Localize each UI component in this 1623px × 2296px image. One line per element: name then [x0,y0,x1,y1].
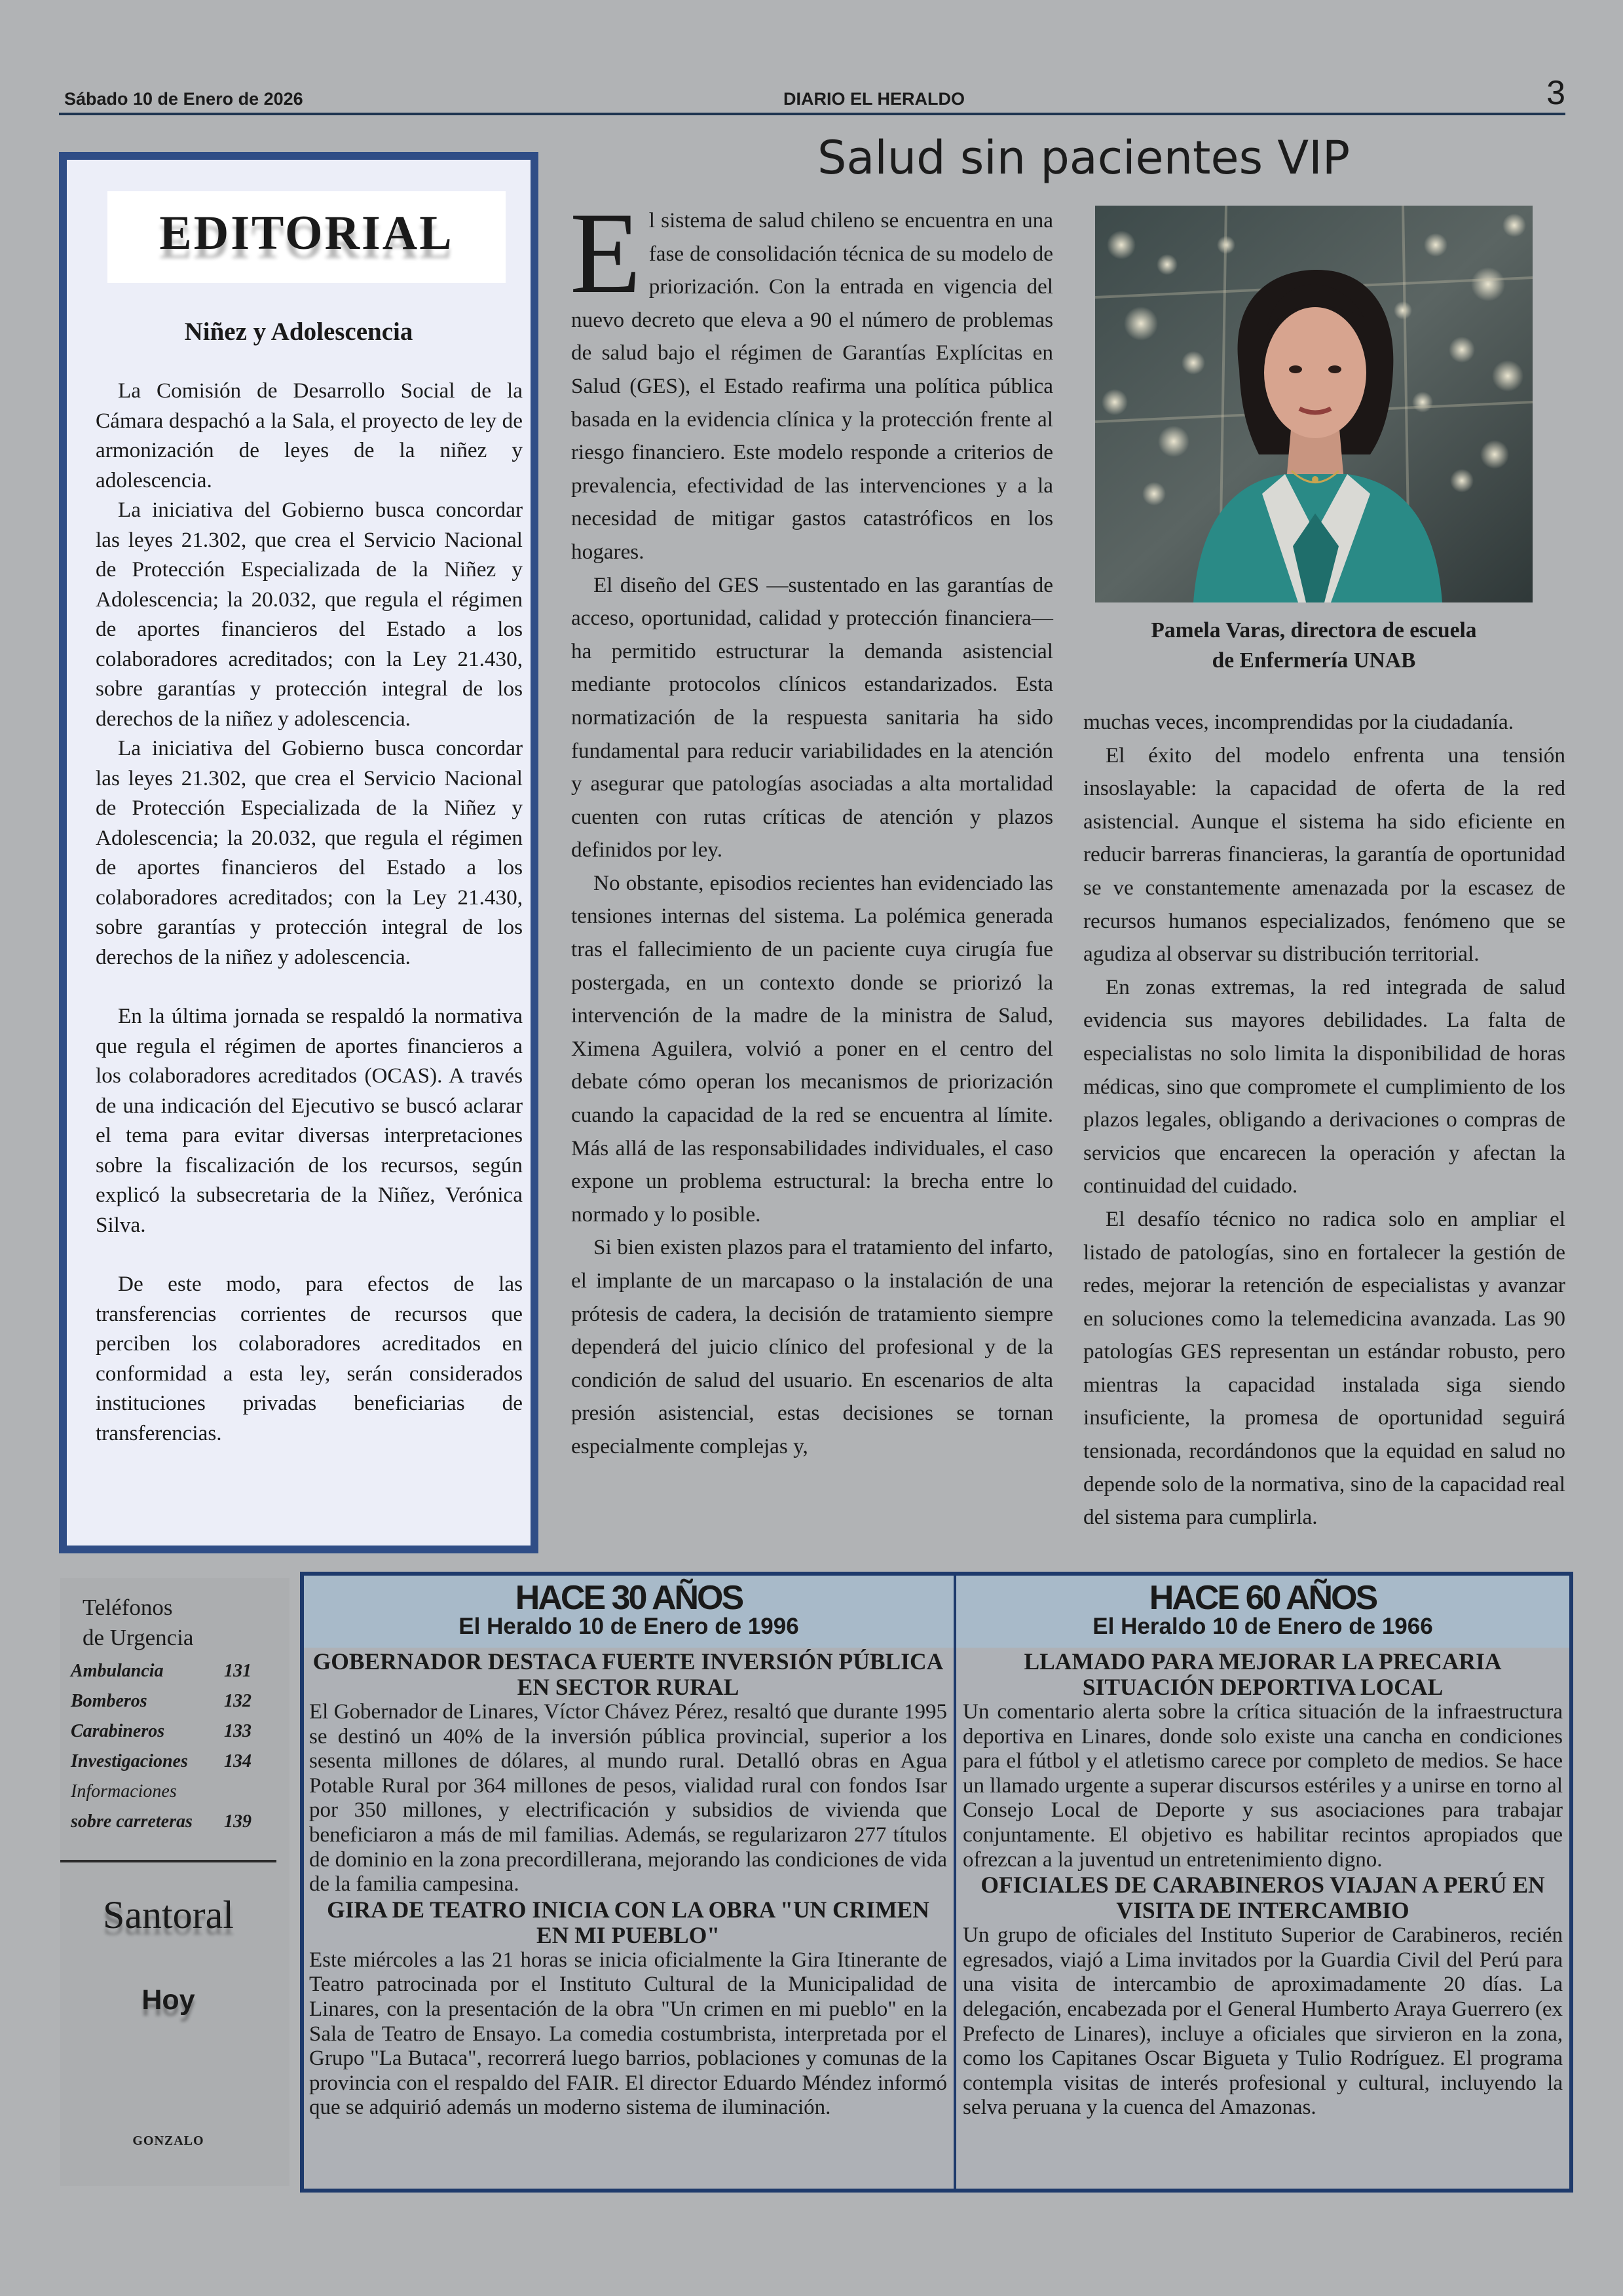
portrait-photo [1095,206,1533,602]
phone-label: Informaciones [71,1781,177,1802]
hace-60-title: HACE 60 AÑOS [1149,1579,1377,1617]
editorial-body [96,376,523,1448]
caption-line: Pamela Varas, directora de escuela [1151,618,1477,642]
hace-60-column [956,1576,1569,2120]
phone-number: 132 [224,1691,252,1711]
phone-label: sobre carreteras [71,1811,193,1832]
hace-60-date: El Heraldo 10 de Enero de 1966 [1092,1614,1433,1639]
editorial-paragraph: En la última jornada se respaldó la normativa que regula el régimen de aportes financieros a los colaboradores acreditados (OCAS). A través de una indicación del Ejecutivo se buscó aclarar el tema para evitar diversas interpretaciones sobre la fiscalización de los recursos, según explicó la subsecretaria de la Niñez, Verónica Silva. [96,1004,523,1237]
story-text: Un grupo de oficiales del Instituto Superior de Carabineros, recién egresados, viajó a Lima invitados por la Guardia Civil del Perú para una visita de intercambio de aproximadamente 20 días. La delegación, encabezada por el General Humberto Araya Guerrero (ex Prefecto de Linares), incluye a oficiales que sirvieron en la zona, como los Capitanes Oscar Bigueta y Tulio Rodríguez. El programa contempla visitas de interés profesional y cultural, incluyendo la selva peruana y la cuenca del Amazonas. [963,1923,1563,2120]
story-title: OFICIALES DE CARABINEROS VIAJAN A PERÚ EN VISITA DE INTERCAMBIO [980,1872,1545,1924]
header-rule [59,113,1565,115]
phone-number: 134 [224,1751,252,1771]
history-box [300,1572,1573,2193]
photo-caption [1095,616,1533,676]
phone-label: Investigaciones [71,1751,188,1771]
phones-title: Teléfonos de Urgencia [83,1595,194,1650]
article-column-2 [1083,706,1565,1534]
phone-label: Carabineros [71,1721,165,1741]
hace-60-header [956,1576,1569,1648]
phone-number: 139 [224,1811,252,1832]
newspaper-name: DIARIO EL HERALDO [783,89,965,109]
hace-30-header [304,1576,954,1648]
divider [60,1860,276,1862]
article-paragraph: muchas veces, incomprendidas por la ciudadanía. [1083,710,1514,734]
hace-30-title: HACE 30 AÑOS [515,1579,743,1617]
story-text: El Gobernador de Linares, Víctor Chávez Pérez, resaltó que durante 1995 se destinó un 40% de la inversión pública provincial, superior a los sesenta millones de dólares, al mundo rural. Detalló obras en Agua Potable Rural por 364 millones de pesos, vialidad rural con fondos Isar por 350 millones, y electrificación y subsidios de vivienda que beneficiaron a más de mil familias. Además, se regularizaron 277 títulos de dominio en la zona precordillerana, mejorando las condiciones de vida de la familia campesina. [309,1700,947,1897]
story-text: Un comentario alerta sobre la crítica situación de la infraestructura deportiva en Linares, donde solo existe una cancha en condiciones para el fútbol y el atletismo carece por completo de medios. Se hace un llamado urgente a superar discursos estériles y a unirse en torno al Consejo Local de Deporte y sus asociaciones para trabajar conjuntamente. El objetivo es habilitar recintos apropiados que ofrezcan a la juventud un entretenimiento digno. [963,1700,1563,1872]
hace-30-column [304,1576,954,2120]
article-paragraph: No obstante, episodios recientes han evidenciado las tensiones internas del sistema. La polémica generada tras el fallecimiento de un paciente cuya cirugía fue postergada, en un contexto donde se priorizó la intervención de la madre de la ministra de Salud, Ximena Aguilera, volvió a poner en el centro del debate cómo operan los mecanismos de priorización cuando la capacidad de la red se encuentra al límite. Más allá de las responsabilidades individuales, el caso expone un problema estructural: la brecha entre lo normado y lo posible. [571,870,1053,1227]
santoral-signature: GONZALO [132,2134,204,2148]
article-headline: Salud sin pacientes VIP [817,131,1351,185]
santoral-today: Hoy [141,1984,195,2016]
phone-label: Ambulancia [71,1661,164,1681]
caption-line: de Enfermería UNAB [1212,648,1416,673]
phone-label: Bomberos [71,1691,147,1711]
article-paragraph: El éxito del modelo enfrenta una tensión insoslayable: la capacidad de oferta de la red asistencial. Aunque el sistema ha sido eficiente en reducir barreras financieras, la garantía de oportunidad se ve constantemente amenazada por la escasez de recursos humanos especializados, fenómeno que se agudiza al observar su distribución territorial. [1083,743,1565,967]
editorial-subtitle: Niñez y Adolescencia [184,318,413,346]
editorial-paragraph: La iniciativa del Gobierno busca concordar las leyes 21.302, que crea el Servicio Nacional de Protección Especializada de la Niñez y Adolescencia; la 20.032, que regula el régimen de aportes financieros del Estado a los colaboradores acreditados; con la Ley 21.430, sobre garantías y protección integral de los derechos de la niñez y adolescencia. [96,736,523,969]
story-title: GIRA DE TEATRO INICIA CON LA OBRA "UN CRIMEN EN MI PUEBLO" [327,1896,929,1948]
editorial-paragraph: La iniciativa del Gobierno busca concordar las leyes 21.302, que crea el Servicio Nacional de Protección Especializada de la Niñez y Adolescencia; la 20.032, que regula el régimen de aportes financieros del Estado a los colaboradores acreditados; con la Ley 21.430, sobre garantías y protección integral de los derechos de la niñez y adolescencia. [96,498,523,731]
hace-30-stories [304,1648,954,2120]
story-title: GOBERNADOR DESTACA FUERTE INVERSIÓN PÚBLICA EN SECTOR RURAL [312,1648,944,1700]
article-paragraph: El desafío técnico no radica solo en ampliar el listado de patologías, sino en fortalecer la gestión de redes, mejorar la retención de especialistas y avanzar en soluciones como la telemedicina avanzada. Las 90 patologías GES representan un estándar robusto, pero mientras la capacidad instalada siga siendo insuficiente, la promesa de oportunidad seguirá tensionada, recordándonos que la equidad en salud no depende solo de la normativa, sino de la capacidad real del sistema para cumplirla. [1083,1206,1565,1530]
article-column-1 [570,188,1053,1464]
phone-number: 133 [224,1721,252,1741]
story-title: LLAMADO PARA MEJORAR LA PRECARIA SITUACIÓN DEPORTIVA LOCAL [1024,1648,1502,1700]
editorial-box [59,152,538,1553]
article-paragraph: El diseño del GES —sustentado en las garantías de acceso, oportunidad, calidad y protección financiera— ha permitido estructurar la demanda asistencial mediante protocolos clínicos estandarizados. Esta normatización de la respuesta sanitaria ha sido fundamental para reducir variabilidades en la atención y asegurar que patologías asociadas a alta mortalidad cuenten con rutas críticas de atención y plazos definidos por ley. [571,572,1053,862]
editorial-paragraph: De este modo, para efectos de las transferencias corrientes de recursos que perciben los colaboradores acreditados en conformidad a esta ley, serán considerados instituciones privadas beneficiarias de transferencias. [96,1272,523,1445]
editorial-panel [67,160,531,1546]
article-paragraph: El sistema de salud chileno se encuentra en una fase de consolidación técnica de su modelo de priorización. Con la entrada en vigencia del nuevo decreto que eleva a 90 el número de problemas de salud bajo el régimen de Garantías Explícitas en Salud (GES), el Estado reafirma una política pública basada en la evidencia clínica y la protección frente al riesgo financiero. Este modelo responde a criterios de prevalencia, efectividad de las intervenciones y a la necesidad de mitigar gastos catastróficos en los hogares. [570,188,1053,564]
editorial-logo: EDITORIAL [107,191,506,283]
editorial-paragraph: La Comisión de Desarrollo Social de la Cámara despachó a la Sala, el proyecto de ley de armonización de leyes de la niñez y adolescencia. [96,379,523,492]
article-paragraph: Si bien existen plazos para el tratamiento del infarto, el implante de un marcapaso o la instalación de una prótesis de cadera, la decisión de tratamiento siempre dependerá del juicio clínico del profesional y de la condición de salud del usuario. En escenarios de alta presión asistencial, estas decisiones se tornan especialmente complejas y, [571,1235,1053,1458]
article-paragraph: En zonas extremas, la red integrada de salud evidencia sus mayores debilidades. La falta de especialistas no solo limita la disponibilidad de horas médicas, sino que compromete el cumplimiento de los plazos legales, obligando a derivaciones o compras de servicios que encarecen la operación y afectan la continuidad del cuidado. [1083,974,1565,1198]
santoral-title: Santoral [103,1893,234,1936]
hace-60-stories [956,1648,1569,2120]
hace-30-date: El Heraldo 10 de Enero de 1996 [458,1614,799,1639]
story-text: Este miércoles a las 21 horas se inicia oficialmente la Gira Itinerante de Teatro patrocinada por el Instituto Cultural de la Municipalidad de Linares, con la presentación de la obra "Un crimen en mi pueblo" en la Sala de Teatro de Ensayo. La comedia costumbrista, interpretada por el Grupo "La Butaca", recorrerá luego barrios, poblaciones y comunas de la provincia con el respaldo del FAIR. El director Eduardo Méndez informó que se adquirió además un moderno sistema de iluminación. [309,1948,947,2120]
header-date: Sábado 10 de Enero de 2026 [64,89,303,109]
drop-cap: E [570,188,641,318]
page-number: 3 [1546,74,1565,112]
phone-number: 131 [224,1661,252,1681]
emergency-phones-panel [60,1578,289,2186]
